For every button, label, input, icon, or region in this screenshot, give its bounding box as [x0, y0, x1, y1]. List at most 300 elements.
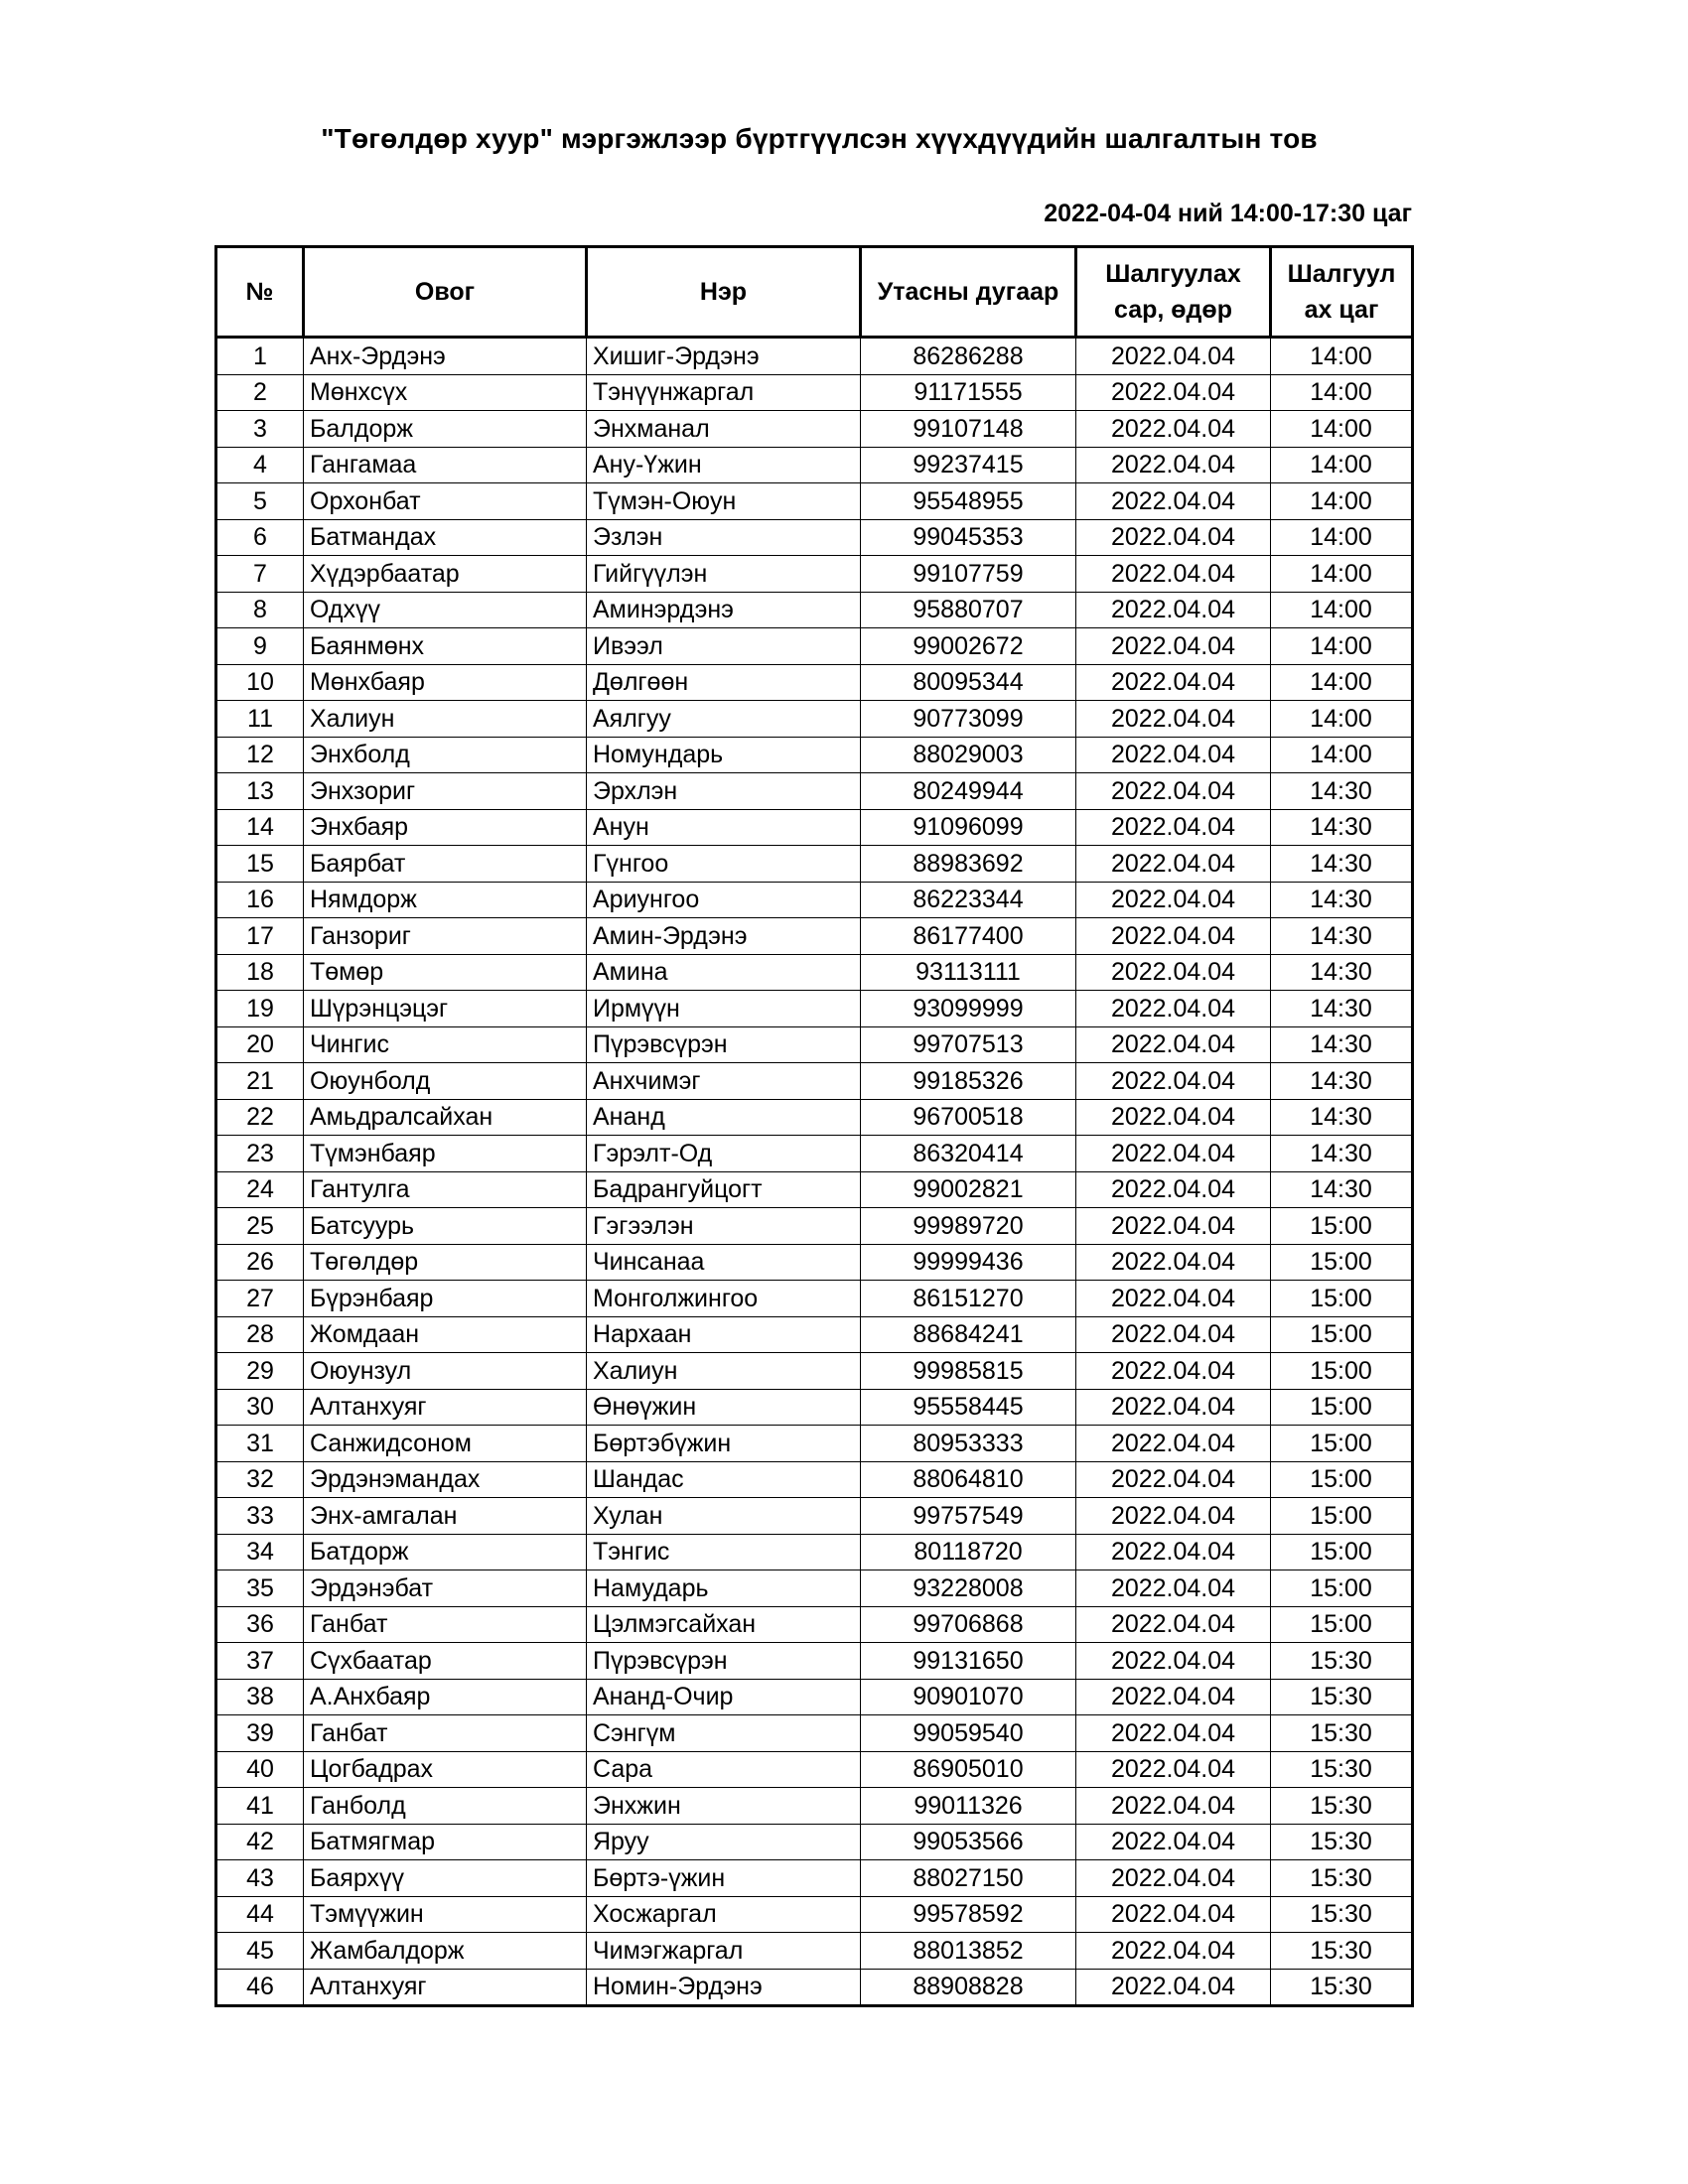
cell-exam-date: 2022.04.04 — [1076, 1933, 1271, 1970]
table-row — [216, 1788, 1413, 1825]
header-surname: Овог — [304, 247, 587, 338]
cell-exam-date: 2022.04.04 — [1076, 1570, 1271, 1607]
cell-name: Ариунгоо — [587, 882, 861, 918]
table-row — [216, 918, 1413, 955]
cell-no: 39 — [216, 1715, 304, 1752]
cell-phone: 86151270 — [861, 1281, 1076, 1317]
cell-name: Чимэгжаргал — [587, 1933, 861, 1970]
cell-surname: Жамбалдорж — [304, 1933, 587, 1970]
table-row — [216, 1606, 1413, 1643]
cell-exam-time: 14:30 — [1271, 991, 1413, 1027]
cell-phone: 99757549 — [861, 1498, 1076, 1535]
cell-no: 31 — [216, 1426, 304, 1462]
cell-phone: 99053566 — [861, 1824, 1076, 1860]
cell-exam-time: 15:00 — [1271, 1426, 1413, 1462]
cell-no: 4 — [216, 447, 304, 483]
cell-exam-date: 2022.04.04 — [1076, 556, 1271, 593]
cell-phone: 95880707 — [861, 592, 1076, 628]
cell-exam-date: 2022.04.04 — [1076, 1461, 1271, 1498]
cell-exam-date: 2022.04.04 — [1076, 628, 1271, 665]
header-phone: Утасны дугаар — [861, 247, 1076, 338]
cell-exam-time: 15:00 — [1271, 1570, 1413, 1607]
cell-surname: Ганболд — [304, 1788, 587, 1825]
table-row — [216, 1171, 1413, 1208]
cell-surname: Энхзориг — [304, 773, 587, 810]
cell-exam-time: 15:00 — [1271, 1353, 1413, 1390]
cell-name: Ану-Үжин — [587, 447, 861, 483]
cell-no: 20 — [216, 1026, 304, 1063]
table-row — [216, 1969, 1413, 2006]
cell-exam-date: 2022.04.04 — [1076, 1026, 1271, 1063]
table-row — [216, 809, 1413, 846]
cell-surname: Энхболд — [304, 737, 587, 773]
cell-no: 23 — [216, 1136, 304, 1172]
cell-exam-date: 2022.04.04 — [1076, 1824, 1271, 1860]
cell-name: Гийгүүлэн — [587, 556, 861, 593]
cell-exam-date: 2022.04.04 — [1076, 1281, 1271, 1317]
cell-phone: 99706868 — [861, 1606, 1076, 1643]
cell-no: 5 — [216, 483, 304, 520]
cell-exam-time: 14:00 — [1271, 411, 1413, 448]
cell-exam-time: 14:30 — [1271, 882, 1413, 918]
cell-exam-time: 14:30 — [1271, 773, 1413, 810]
cell-no: 43 — [216, 1860, 304, 1897]
cell-exam-date: 2022.04.04 — [1076, 991, 1271, 1027]
cell-phone: 80249944 — [861, 773, 1076, 810]
cell-exam-date: 2022.04.04 — [1076, 809, 1271, 846]
table-row — [216, 1751, 1413, 1788]
cell-name: Ирмүүн — [587, 991, 861, 1027]
cell-exam-time: 14:30 — [1271, 1136, 1413, 1172]
cell-exam-date: 2022.04.04 — [1076, 1715, 1271, 1752]
cell-surname: Алтанхуяг — [304, 1969, 587, 2006]
cell-exam-date: 2022.04.04 — [1076, 1171, 1271, 1208]
cell-phone: 99107148 — [861, 411, 1076, 448]
cell-surname: Төмөр — [304, 954, 587, 991]
cell-exam-date: 2022.04.04 — [1076, 701, 1271, 738]
cell-no: 2 — [216, 374, 304, 411]
table-row — [216, 374, 1413, 411]
cell-name: Анун — [587, 809, 861, 846]
cell-phone: 86905010 — [861, 1751, 1076, 1788]
cell-exam-date: 2022.04.04 — [1076, 1860, 1271, 1897]
cell-exam-time: 15:00 — [1271, 1316, 1413, 1353]
table-row — [216, 1498, 1413, 1535]
cell-phone: 99045353 — [861, 519, 1076, 556]
cell-phone: 90773099 — [861, 701, 1076, 738]
cell-name: Бадрангуйцогт — [587, 1171, 861, 1208]
cell-no: 32 — [216, 1461, 304, 1498]
cell-name: Монголжингоо — [587, 1281, 861, 1317]
table-row — [216, 1679, 1413, 1715]
cell-name: Нархаан — [587, 1316, 861, 1353]
cell-exam-date: 2022.04.04 — [1076, 1751, 1271, 1788]
cell-name: Дөлгөөн — [587, 664, 861, 701]
cell-surname: Батмягмар — [304, 1824, 587, 1860]
cell-no: 22 — [216, 1099, 304, 1136]
cell-exam-date: 2022.04.04 — [1076, 592, 1271, 628]
cell-name: Яруу — [587, 1824, 861, 1860]
cell-exam-date: 2022.04.04 — [1076, 1896, 1271, 1933]
cell-phone: 91096099 — [861, 809, 1076, 846]
cell-exam-time: 14:00 — [1271, 556, 1413, 593]
table-row — [216, 1933, 1413, 1970]
cell-no: 21 — [216, 1063, 304, 1100]
cell-name: Ананд-Очир — [587, 1679, 861, 1715]
cell-name: Түмэн-Оюун — [587, 483, 861, 520]
cell-no: 17 — [216, 918, 304, 955]
cell-phone: 99989720 — [861, 1208, 1076, 1245]
cell-surname: Орхонбат — [304, 483, 587, 520]
cell-exam-time: 15:30 — [1271, 1969, 1413, 2006]
table-row — [216, 773, 1413, 810]
cell-no: 27 — [216, 1281, 304, 1317]
table-row — [216, 991, 1413, 1027]
cell-phone: 99059540 — [861, 1715, 1076, 1752]
cell-surname: Баярхүү — [304, 1860, 587, 1897]
cell-name: Хишиг-Эрдэнэ — [587, 338, 861, 375]
cell-surname: Сүхбаатар — [304, 1643, 587, 1680]
cell-phone: 90901070 — [861, 1679, 1076, 1715]
cell-phone: 95548955 — [861, 483, 1076, 520]
cell-name: Халиун — [587, 1353, 861, 1390]
cell-exam-date: 2022.04.04 — [1076, 1136, 1271, 1172]
cell-exam-date: 2022.04.04 — [1076, 1534, 1271, 1570]
cell-exam-time: 14:30 — [1271, 1099, 1413, 1136]
cell-surname: Халиун — [304, 701, 587, 738]
cell-exam-time: 14:00 — [1271, 447, 1413, 483]
table-row — [216, 1208, 1413, 1245]
cell-name: Пүрэвсүрэн — [587, 1026, 861, 1063]
table-row — [216, 737, 1413, 773]
cell-exam-time: 14:00 — [1271, 483, 1413, 520]
cell-exam-date: 2022.04.04 — [1076, 664, 1271, 701]
cell-no: 37 — [216, 1643, 304, 1680]
cell-exam-date: 2022.04.04 — [1076, 411, 1271, 448]
cell-exam-date: 2022.04.04 — [1076, 954, 1271, 991]
cell-surname: Алтанхуяг — [304, 1389, 587, 1426]
cell-surname: Одхүү — [304, 592, 587, 628]
cell-exam-time: 14:30 — [1271, 918, 1413, 955]
cell-exam-date: 2022.04.04 — [1076, 338, 1271, 375]
cell-phone: 99999436 — [861, 1244, 1076, 1281]
cell-surname: Балдорж — [304, 411, 587, 448]
cell-no: 40 — [216, 1751, 304, 1788]
cell-phone: 88908828 — [861, 1969, 1076, 2006]
cell-surname: Баярбат — [304, 846, 587, 883]
cell-name: Намударь — [587, 1570, 861, 1607]
cell-phone: 99707513 — [861, 1026, 1076, 1063]
cell-surname: Энх-амгалан — [304, 1498, 587, 1535]
cell-surname: Гангамаа — [304, 447, 587, 483]
cell-exam-time: 15:30 — [1271, 1788, 1413, 1825]
cell-exam-date: 2022.04.04 — [1076, 1788, 1271, 1825]
cell-name: Бөртэбүжин — [587, 1426, 861, 1462]
cell-name: Аялгуу — [587, 701, 861, 738]
cell-name: Ананд — [587, 1099, 861, 1136]
cell-no: 28 — [216, 1316, 304, 1353]
cell-phone: 86223344 — [861, 882, 1076, 918]
table-row — [216, 1063, 1413, 1100]
table-row — [216, 882, 1413, 918]
cell-surname: Эрдэнэмандах — [304, 1461, 587, 1498]
table-row — [216, 1860, 1413, 1897]
cell-exam-date: 2022.04.04 — [1076, 1063, 1271, 1100]
cell-exam-time: 14:30 — [1271, 1063, 1413, 1100]
cell-phone: 86286288 — [861, 338, 1076, 375]
table-row — [216, 1244, 1413, 1281]
cell-no: 16 — [216, 882, 304, 918]
cell-exam-time: 14:00 — [1271, 519, 1413, 556]
cell-phone: 88064810 — [861, 1461, 1076, 1498]
cell-no: 13 — [216, 773, 304, 810]
cell-exam-date: 2022.04.04 — [1076, 483, 1271, 520]
table-row — [216, 1026, 1413, 1063]
cell-no: 29 — [216, 1353, 304, 1390]
cell-exam-time: 14:30 — [1271, 846, 1413, 883]
cell-exam-time: 15:30 — [1271, 1860, 1413, 1897]
cell-phone: 95558445 — [861, 1389, 1076, 1426]
table-row — [216, 1896, 1413, 1933]
cell-no: 6 — [216, 519, 304, 556]
cell-no: 35 — [216, 1570, 304, 1607]
cell-exam-time: 15:30 — [1271, 1896, 1413, 1933]
cell-surname: Гантулга — [304, 1171, 587, 1208]
cell-phone: 99237415 — [861, 447, 1076, 483]
cell-exam-date: 2022.04.04 — [1076, 918, 1271, 955]
cell-surname: Бүрэнбаяр — [304, 1281, 587, 1317]
cell-phone: 99107759 — [861, 556, 1076, 593]
cell-exam-date: 2022.04.04 — [1076, 374, 1271, 411]
cell-exam-date: 2022.04.04 — [1076, 1316, 1271, 1353]
header-exam-time: Шалгуул ах цаг — [1271, 247, 1413, 338]
cell-surname: Чингис — [304, 1026, 587, 1063]
table-row — [216, 1136, 1413, 1172]
cell-surname: Батсуурь — [304, 1208, 587, 1245]
cell-no: 10 — [216, 664, 304, 701]
cell-exam-time: 14:00 — [1271, 628, 1413, 665]
cell-name: Хулан — [587, 1498, 861, 1535]
cell-exam-date: 2022.04.04 — [1076, 737, 1271, 773]
table-row — [216, 1534, 1413, 1570]
cell-surname: Мөнхбаяр — [304, 664, 587, 701]
cell-surname: Оюунзул — [304, 1353, 587, 1390]
header-exam-date: Шалгуулах сар, өдөр — [1076, 247, 1271, 338]
table-header — [216, 247, 1413, 338]
cell-no: 38 — [216, 1679, 304, 1715]
cell-surname: Түмэнбаяр — [304, 1136, 587, 1172]
cell-phone: 93228008 — [861, 1570, 1076, 1607]
cell-surname: Жомдаан — [304, 1316, 587, 1353]
cell-phone: 99578592 — [861, 1896, 1076, 1933]
cell-surname: Мөнхсүх — [304, 374, 587, 411]
cell-surname: Нямдорж — [304, 882, 587, 918]
cell-surname: Төгөлдөр — [304, 1244, 587, 1281]
cell-exam-date: 2022.04.04 — [1076, 1679, 1271, 1715]
table-row — [216, 1316, 1413, 1353]
table-row — [216, 1570, 1413, 1607]
cell-no: 41 — [216, 1788, 304, 1825]
cell-surname: Ганбат — [304, 1606, 587, 1643]
cell-name: Амина — [587, 954, 861, 991]
cell-phone: 99185326 — [861, 1063, 1076, 1100]
cell-exam-date: 2022.04.04 — [1076, 773, 1271, 810]
cell-name: Бөртэ-үжин — [587, 1860, 861, 1897]
cell-exam-date: 2022.04.04 — [1076, 1099, 1271, 1136]
cell-phone: 99985815 — [861, 1353, 1076, 1390]
cell-exam-date: 2022.04.04 — [1076, 1498, 1271, 1535]
cell-name: Сэнгүм — [587, 1715, 861, 1752]
cell-no: 26 — [216, 1244, 304, 1281]
cell-surname: Батдорж — [304, 1534, 587, 1570]
cell-phone: 80953333 — [861, 1426, 1076, 1462]
cell-surname: А.Анхбаяр — [304, 1679, 587, 1715]
table-row — [216, 1715, 1413, 1752]
cell-no: 24 — [216, 1171, 304, 1208]
cell-name: Хосжаргал — [587, 1896, 861, 1933]
cell-name: Цэлмэгсайхан — [587, 1606, 861, 1643]
cell-surname: Амьдралсайхан — [304, 1099, 587, 1136]
cell-phone: 99011326 — [861, 1788, 1076, 1825]
cell-exam-time: 15:00 — [1271, 1498, 1413, 1535]
cell-name: Анхчимэг — [587, 1063, 861, 1100]
cell-no: 30 — [216, 1389, 304, 1426]
cell-name: Гэгээлэн — [587, 1208, 861, 1245]
cell-no: 18 — [216, 954, 304, 991]
cell-phone: 88027150 — [861, 1860, 1076, 1897]
cell-exam-time: 14:00 — [1271, 737, 1413, 773]
cell-name: Өнөүжин — [587, 1389, 861, 1426]
cell-no: 1 — [216, 338, 304, 375]
cell-surname: Тэмүүжин — [304, 1896, 587, 1933]
cell-no: 9 — [216, 628, 304, 665]
cell-exam-date: 2022.04.04 — [1076, 1606, 1271, 1643]
table-row — [216, 1643, 1413, 1680]
cell-name: Номундарь — [587, 737, 861, 773]
cell-name: Чинсанаа — [587, 1244, 861, 1281]
cell-name: Энхжин — [587, 1788, 861, 1825]
cell-exam-time: 14:00 — [1271, 374, 1413, 411]
cell-name: Гүнгоо — [587, 846, 861, 883]
cell-no: 8 — [216, 592, 304, 628]
header-name: Нэр — [587, 247, 861, 338]
cell-exam-date: 2022.04.04 — [1076, 1643, 1271, 1680]
cell-name: Эрхлэн — [587, 773, 861, 810]
cell-exam-date: 2022.04.04 — [1076, 519, 1271, 556]
cell-phone: 99131650 — [861, 1643, 1076, 1680]
table-body — [216, 338, 1413, 2006]
cell-exam-date: 2022.04.04 — [1076, 1353, 1271, 1390]
cell-surname: Цогбадрах — [304, 1751, 587, 1788]
table-row — [216, 846, 1413, 883]
table-row — [216, 447, 1413, 483]
cell-no: 3 — [216, 411, 304, 448]
cell-name: Ивээл — [587, 628, 861, 665]
cell-exam-date: 2022.04.04 — [1076, 846, 1271, 883]
cell-no: 44 — [216, 1896, 304, 1933]
cell-name: Номин-Эрдэнэ — [587, 1969, 861, 2006]
table-row — [216, 954, 1413, 991]
cell-no: 15 — [216, 846, 304, 883]
cell-name: Гэрэлт-Од — [587, 1136, 861, 1172]
cell-no: 19 — [216, 991, 304, 1027]
cell-surname: Батмандах — [304, 519, 587, 556]
cell-no: 25 — [216, 1208, 304, 1245]
cell-exam-time: 15:00 — [1271, 1606, 1413, 1643]
table-row — [216, 592, 1413, 628]
cell-name: Энхманал — [587, 411, 861, 448]
cell-name: Пүрэвсүрэн — [587, 1643, 861, 1680]
cell-no: 34 — [216, 1534, 304, 1570]
cell-surname: Ганбат — [304, 1715, 587, 1752]
cell-exam-time: 15:00 — [1271, 1461, 1413, 1498]
table-row — [216, 556, 1413, 593]
table-row — [216, 628, 1413, 665]
cell-exam-time: 14:00 — [1271, 701, 1413, 738]
table-row — [216, 1824, 1413, 1860]
cell-phone: 88029003 — [861, 737, 1076, 773]
cell-name: Сара — [587, 1751, 861, 1788]
cell-exam-time: 15:00 — [1271, 1244, 1413, 1281]
cell-phone: 99002672 — [861, 628, 1076, 665]
cell-name: Аминэрдэнэ — [587, 592, 861, 628]
cell-exam-time: 15:30 — [1271, 1643, 1413, 1680]
cell-exam-date: 2022.04.04 — [1076, 1208, 1271, 1245]
cell-exam-time: 14:00 — [1271, 664, 1413, 701]
cell-no: 46 — [216, 1969, 304, 2006]
cell-phone: 88983692 — [861, 846, 1076, 883]
cell-exam-time: 14:00 — [1271, 592, 1413, 628]
table-row — [216, 1426, 1413, 1462]
table-row — [216, 664, 1413, 701]
cell-surname: Шүрэнцэцэг — [304, 991, 587, 1027]
cell-no: 12 — [216, 737, 304, 773]
cell-name: Амин-Эрдэнэ — [587, 918, 861, 955]
cell-phone: 80118720 — [861, 1534, 1076, 1570]
cell-exam-time: 15:00 — [1271, 1208, 1413, 1245]
cell-no: 42 — [216, 1824, 304, 1860]
cell-surname: Хүдэрбаатар — [304, 556, 587, 593]
cell-surname: Анх-Эрдэнэ — [304, 338, 587, 375]
table-row — [216, 519, 1413, 556]
cell-exam-date: 2022.04.04 — [1076, 1389, 1271, 1426]
table-row — [216, 483, 1413, 520]
cell-exam-date: 2022.04.04 — [1076, 1969, 1271, 2006]
cell-exam-time: 15:00 — [1271, 1389, 1413, 1426]
cell-surname: Энхбаяр — [304, 809, 587, 846]
cell-exam-time: 15:30 — [1271, 1751, 1413, 1788]
cell-name: Эзлэн — [587, 519, 861, 556]
document-title: "Төгөлдөр хуур" мэргэжлээр бүртгүүлсэн хүүхдүүдийн шалгалтын тов — [321, 123, 1318, 154]
table-row — [216, 701, 1413, 738]
cell-phone: 91171555 — [861, 374, 1076, 411]
header-no: № — [216, 247, 304, 338]
header-row — [216, 247, 1413, 338]
cell-phone: 86320414 — [861, 1136, 1076, 1172]
table-row — [216, 1353, 1413, 1390]
table-row — [216, 1099, 1413, 1136]
cell-no: 11 — [216, 701, 304, 738]
cell-exam-time: 15:00 — [1271, 1281, 1413, 1317]
cell-exam-time: 15:30 — [1271, 1715, 1413, 1752]
cell-exam-time: 14:30 — [1271, 809, 1413, 846]
cell-name: Шандас — [587, 1461, 861, 1498]
cell-name: Тэнгис — [587, 1534, 861, 1570]
exam-schedule-table — [214, 245, 1414, 2007]
cell-name: Тэнүүнжаргал — [587, 374, 861, 411]
cell-phone: 93113111 — [861, 954, 1076, 991]
cell-surname: Баянмөнх — [304, 628, 587, 665]
